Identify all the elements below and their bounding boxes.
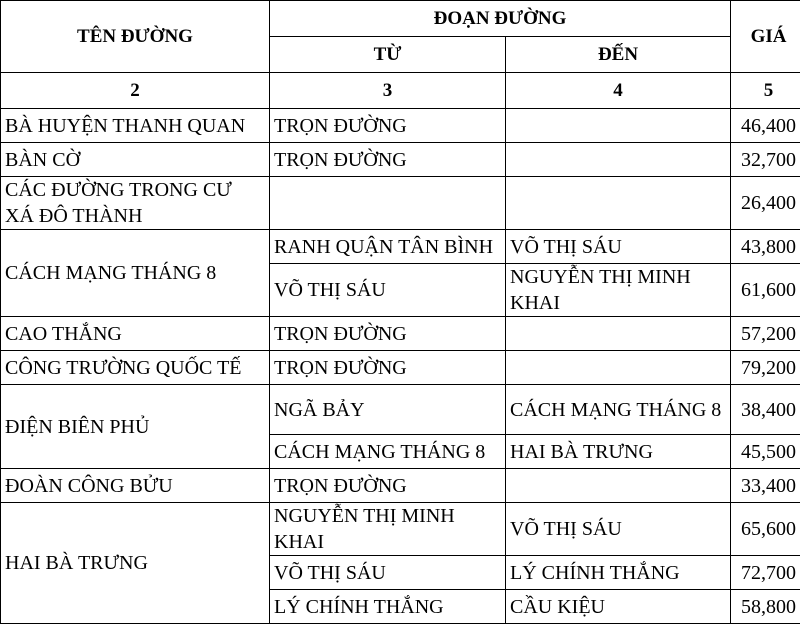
price: 33,400 <box>731 469 800 503</box>
table-row <box>1 385 800 435</box>
segment-to: CẦU KIỆU <box>506 590 731 624</box>
segment-from: TRỌN ĐƯỜNG <box>270 351 506 385</box>
street-name: CÔNG TRƯỜNG QUỐC TẾ <box>1 351 270 385</box>
street-name: BÀ HUYỆN THANH QUAN <box>1 109 270 143</box>
segment-from: LÝ CHÍNH THẮNG <box>270 590 506 624</box>
segment-to: VÕ THỊ SÁU <box>506 503 731 556</box>
price: 65,600 <box>731 503 800 556</box>
price: 32,700 <box>731 143 800 177</box>
header-street: TÊN ĐƯỜNG <box>1 1 270 73</box>
segment-to: NGUYỄN THỊ MINH KHAI <box>506 264 731 317</box>
street-name: CÁC ĐƯỜNG TRONG CƯ XÁ ĐÔ THÀNH <box>1 177 270 230</box>
table-row <box>1 230 800 264</box>
table-row <box>1 143 800 177</box>
segment-to <box>506 351 731 385</box>
header-to: ĐẾN <box>506 37 731 73</box>
price: 57,200 <box>731 317 800 351</box>
column-number: 3 <box>270 73 506 109</box>
header-price: GIÁ <box>731 1 800 73</box>
price: 43,800 <box>731 230 800 264</box>
segment-to: LÝ CHÍNH THẮNG <box>506 556 731 590</box>
price: 61,600 <box>731 264 800 317</box>
segment-from: NGUYỄN THỊ MINH KHAI <box>270 503 506 556</box>
table-row <box>1 109 800 143</box>
segment-to: VÕ THỊ SÁU <box>506 230 731 264</box>
price: 45,500 <box>731 435 800 469</box>
table-row <box>1 351 800 385</box>
table-row <box>1 469 800 503</box>
segment-to <box>506 143 731 177</box>
segment-to: HAI BÀ TRƯNG <box>506 435 731 469</box>
header-from: TỪ <box>270 37 506 73</box>
street-name: HAI BÀ TRƯNG <box>1 503 270 624</box>
segment-to <box>506 109 731 143</box>
segment-from: VÕ THỊ SÁU <box>270 264 506 317</box>
header-segment: ĐOẠN ĐƯỜNG <box>270 1 731 37</box>
price: 72,700 <box>731 556 800 590</box>
segment-from: TRỌN ĐƯỜNG <box>270 317 506 351</box>
segment-to <box>506 469 731 503</box>
price: 79,200 <box>731 351 800 385</box>
price: 58,800 <box>731 590 800 624</box>
street-name: ĐOÀN CÔNG BỬU <box>1 469 270 503</box>
segment-from: TRỌN ĐƯỜNG <box>270 469 506 503</box>
segment-from <box>270 177 506 230</box>
column-number: 4 <box>506 73 731 109</box>
segment-to <box>506 177 731 230</box>
table-row <box>1 317 800 351</box>
header-number-row <box>1 73 800 109</box>
segment-to: CÁCH MẠNG THÁNG 8 <box>506 385 731 435</box>
segment-from: TRỌN ĐƯỜNG <box>270 109 506 143</box>
price: 38,400 <box>731 385 800 435</box>
segment-from: NGÃ BẢY <box>270 385 506 435</box>
street-name: BÀN CỜ <box>1 143 270 177</box>
segment-from: CÁCH MẠNG THÁNG 8 <box>270 435 506 469</box>
segment-to <box>506 317 731 351</box>
column-number: 5 <box>731 73 800 109</box>
street-name: ĐIỆN BIÊN PHỦ <box>1 385 270 469</box>
table-row <box>1 503 800 556</box>
street-name: CÁCH MẠNG THÁNG 8 <box>1 230 270 317</box>
street-name: CAO THẮNG <box>1 317 270 351</box>
price: 26,400 <box>731 177 800 230</box>
price: 46,400 <box>731 109 800 143</box>
column-number: 2 <box>1 73 270 109</box>
segment-from: RANH QUẬN TÂN BÌNH <box>270 230 506 264</box>
table-row <box>1 177 800 230</box>
segment-from: TRỌN ĐƯỜNG <box>270 143 506 177</box>
segment-from: VÕ THỊ SÁU <box>270 556 506 590</box>
